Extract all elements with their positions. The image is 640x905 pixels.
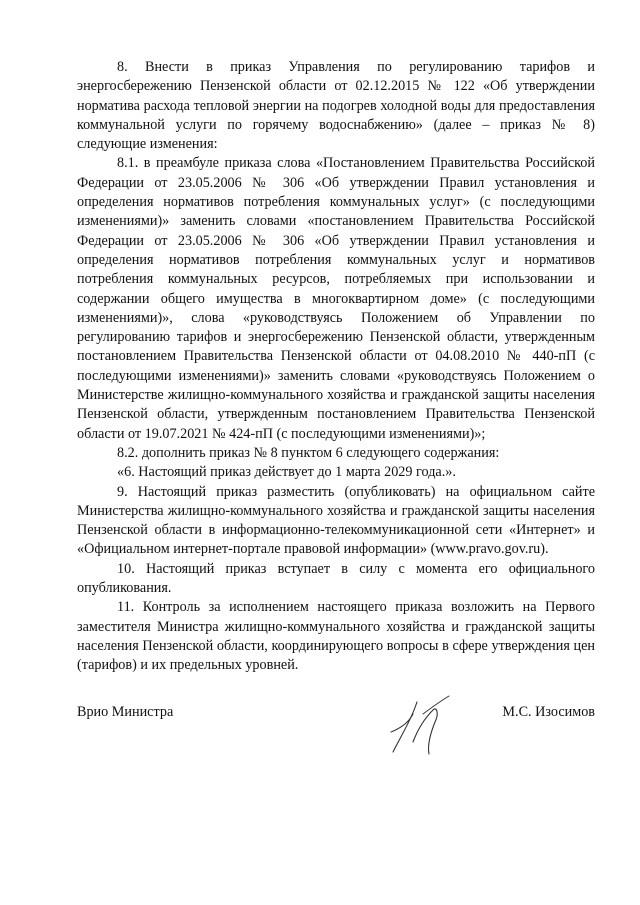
paragraph-11: 11. Контроль за исполнением настоящего приказа возложить на Первого заместителя Министра жилищно-коммунального хозяйства и гражданской защиты населения Пензенской области, координирующего вопросы в сфере утверждения цен (тарифов) и их предельных уровней.	[77, 599, 595, 674]
paragraph-8-2: 8.2. дополнить приказ № 8 пунктом 6 следующего содержания:	[117, 444, 500, 461]
paragraph-8-1: 8.1. в преамбуле приказа слова «Постановлением Правительства Российской Федерации от 23.05.2006 № 306 «Об утверждении Правил установления и определения нормативов потребления коммунальных услуг» (с последующими изменениями)» заменить словами «постановлением Правительства Российской Федерации от 23.05.2006 № 306 «Об утверждении Правил установления и определения нормативов потребления коммунальных услуг и нормативов потребления коммунальных ресурсов, потребляемых при использовании и содержании общего имущества в многоквартирном доме» (с последующими изменениями)», слова «руководствуясь Положением об Управлении по регулированию тарифов и энергосбережению Пензенской области, утвержденным постановлением Правительства Пензенской области от 04.08.2010 № 440-пП (с последующими изменениями)» заменить словами «руководствуясь Положением о Министерстве жилищно-коммунального хозяйства и гражданской защиты населения Пензенской области, утвержденным постановлением Правительства Пензенской области от 19.07.2021 № 424-пП (с последующими изменениями)»;	[77, 155, 595, 442]
signature-block	[77, 698, 595, 778]
signatory-title: Врио Министра	[77, 704, 174, 720]
document-body	[77, 58, 595, 676]
paragraph-9: 9. Настоящий приказ разместить (опубликовать) на официальном сайте Министерства жилищно-коммунального хозяйства и гражданской защиты населения Пензенской области в информационно-телекоммуникационной сети «Интернет» и «Официальном интернет-портале правовой информации» (www.pravo.gov.ru).	[77, 483, 595, 558]
paragraph-10: 10. Настоящий приказ вступает в силу с момента его официального опубликования.	[77, 560, 595, 597]
handwritten-signature	[387, 692, 457, 764]
signatory-name: М.С. Изосимов	[502, 704, 595, 720]
paragraph-8-2-quote: «6. Настоящий приказ действует до 1 марта 2029 года.».	[117, 464, 456, 481]
paragraph-8: 8. Внести в приказ Управления по регулированию тарифов и энергосбережению Пензенской области от 02.12.2015 № 122 «Об утверждении норматива расхода тепловой энергии на подогрев холодной воды для предоставления коммунальной услуги по горячему водоснабжению» (далее – приказ № 8) следующие изменения:	[77, 59, 595, 153]
